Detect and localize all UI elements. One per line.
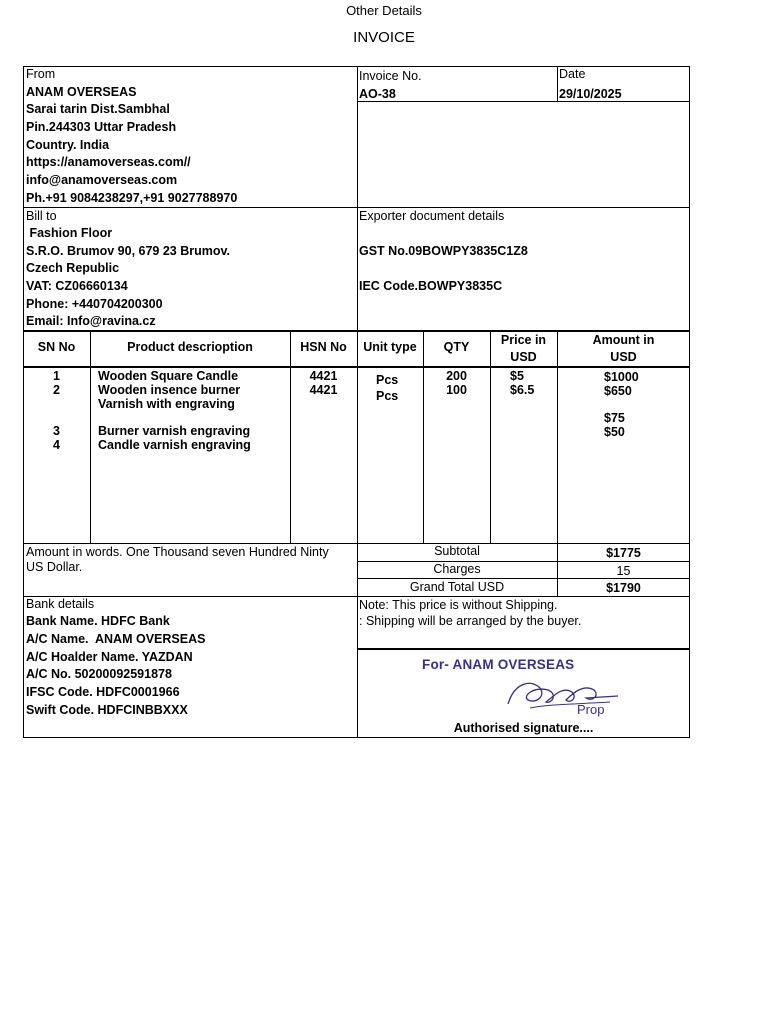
signature-role: Prop	[577, 702, 605, 717]
product-cell: Wooden insence burner	[98, 383, 241, 397]
bank-line: A/C Hoalder Name. YAZDAN	[26, 650, 193, 664]
bank-line: IFSC Code. HDFC0001966	[26, 685, 180, 699]
charges-label: Charges	[433, 562, 481, 576]
top-label: Other Details	[346, 3, 422, 18]
gst-number: GST No.09BOWPY3835C1Z8	[359, 244, 528, 258]
product-cell: Burner varnish engraving	[98, 424, 251, 438]
from-line: ANAM OVERSEAS	[26, 85, 137, 99]
bank-line: Bank Name. HDFC Bank	[26, 614, 170, 628]
divider-v-main-top	[357, 66, 358, 331]
from-label: From	[26, 67, 56, 81]
amount-cell: $1000	[604, 370, 639, 384]
exporter-label: Exporter document details	[359, 209, 505, 223]
invoice-title: INVOICE	[353, 29, 415, 46]
col-header-amount: Amount in	[592, 333, 655, 347]
divider-h-signature	[357, 648, 690, 650]
unit-cell: Pcs	[376, 389, 399, 403]
sn-cell: 4	[53, 438, 60, 452]
shipping-note-cont: : Shipping will be arranged by the buyer.	[359, 614, 582, 628]
bank-line: A/C Name. ANAM OVERSEAS	[26, 632, 206, 646]
billto-line: Fashion Floor	[26, 226, 113, 240]
invoice-no-value: AO-38	[359, 87, 396, 101]
handwritten-signature	[500, 674, 625, 718]
date-value: 29/10/2025	[559, 87, 622, 101]
product-cell: Wooden Square Candle	[98, 369, 239, 383]
from-email: info@anamoverseas.com	[26, 173, 178, 187]
divider-v-date	[557, 66, 558, 102]
divider-h-invoice	[357, 101, 690, 102]
grand-total-label: Grand Total USD	[409, 580, 505, 594]
col-header-price-unit: USD	[510, 350, 537, 364]
billto-vat: VAT: CZ06660134	[26, 279, 128, 293]
col-header-amount-unit: USD	[610, 350, 637, 364]
col-header-price: Price in	[500, 333, 547, 347]
from-line: Pin.244303 Uttar Pradesh	[26, 120, 177, 134]
from-line: Country. India	[26, 138, 110, 152]
divider-v-col4	[423, 331, 424, 543]
billto-phone: Phone: +440704200300	[26, 297, 163, 311]
hsn-cell: 4421	[309, 383, 338, 397]
unit-cell: Pcs	[376, 373, 399, 387]
hsn-cell: 4421	[309, 369, 338, 383]
divider-v-col3	[357, 331, 358, 738]
divider-h-bank	[23, 596, 690, 597]
divider-v-col2	[290, 331, 291, 543]
billto-label: Bill to	[26, 209, 57, 223]
sn-cell: 1	[53, 369, 60, 383]
shipping-note: Note: This price is without Shipping.	[359, 598, 558, 612]
from-website: https://anamoverseas.com//	[26, 155, 191, 169]
amount-cell: $75	[604, 411, 625, 425]
amount-cell: $650	[604, 384, 632, 398]
billto-email: Email: Info@ravina.cz	[26, 314, 156, 328]
sn-cell: 3	[53, 424, 60, 438]
charges-value: 15	[616, 564, 631, 578]
subtotal-value: $1775	[606, 546, 641, 560]
bank-line: A/C No. 50200092591878	[26, 667, 172, 681]
invoice-no-label: Invoice No.	[359, 69, 422, 83]
from-phone: Ph.+91 9084238297,+91 9027788970	[26, 191, 238, 205]
amount-in-words: Amount in words. One Thousand seven Hundred Ninty	[26, 545, 329, 559]
col-header-unit: Unit type	[363, 340, 417, 354]
date-label: Date	[559, 67, 586, 81]
qty-cell: 100	[446, 383, 467, 397]
divider-v-col1	[90, 331, 91, 543]
iec-code: IEC Code.BOWPY3835C	[359, 279, 503, 293]
amount-in-words-cont: US Dollar.	[26, 560, 83, 574]
qty-cell: 200	[446, 369, 467, 383]
amount-cell: $50	[604, 425, 625, 439]
divider-h-charges	[357, 578, 690, 579]
authorised-signature-caption: Authorised signature....	[453, 721, 594, 735]
billto-line: Czech Republic	[26, 261, 120, 275]
product-cell: Candle varnish engraving	[98, 438, 251, 452]
grand-total-value: $1790	[606, 581, 641, 595]
col-header-hsn: HSN No	[300, 340, 347, 354]
sn-cell: 2	[53, 383, 60, 397]
col-header-product: Product descrioption	[127, 340, 253, 354]
price-cell: $5	[510, 369, 524, 383]
company-stamp: For- ANAM OVERSEAS	[422, 657, 575, 672]
billto-line: S.R.O. Brumov 90, 679 23 Brumov.	[26, 244, 231, 258]
subtotal-label: Subtotal	[434, 544, 480, 558]
bank-label: Bank details	[26, 597, 95, 611]
product-cell: Varnish with engraving	[98, 397, 235, 411]
col-header-sn: SN No	[37, 340, 76, 354]
price-cell: $6.5	[510, 383, 535, 397]
from-line: Sarai tarin Dist.Sambhal	[26, 102, 170, 116]
col-header-qty: QTY	[443, 340, 470, 354]
bank-line: Swift Code. HDFCINBBXXX	[26, 703, 188, 717]
